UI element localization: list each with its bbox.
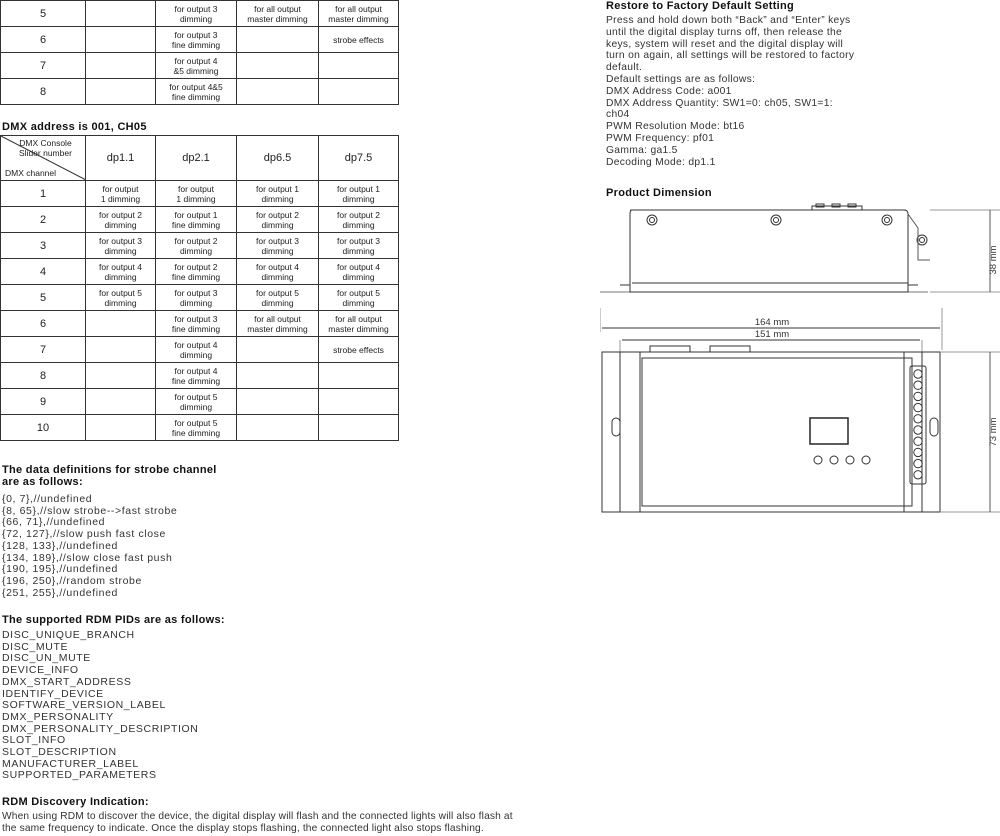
corner-slider-label: DMX Console Slider number: [19, 138, 72, 158]
function-cell: [86, 389, 156, 415]
rdm-pid-item: DISC_UN_MUTE: [2, 652, 91, 665]
function-cell: for all output master dimming: [319, 1, 399, 27]
channel-number-cell: 4: [1, 259, 86, 285]
table-row: [1, 337, 399, 363]
function-cell: [86, 415, 156, 441]
table-row: [1, 259, 399, 285]
rdm-pid-item: DISC_UNIQUE_BRANCH: [2, 629, 135, 641]
rdm-pid-item: IDENTIFY_DEVICE: [2, 687, 104, 700]
rdm-pid-item: SOFTWARE_VERSION_LABEL: [2, 699, 166, 712]
strobe-heading: [2, 464, 217, 488]
table-corner-cell: [1, 136, 86, 181]
function-cell: for output 3 fine dimming: [156, 27, 237, 53]
top-view: [602, 346, 1000, 512]
dmx-table-title: DMX address is 001, CH05: [2, 121, 147, 133]
function-cell: for output 4 dimming: [237, 259, 319, 285]
channel-number-cell: 2: [1, 207, 86, 233]
function-cell: for all output master dimming: [237, 1, 319, 27]
function-cell: for all output master dimming: [319, 311, 399, 337]
function-cell: [319, 389, 399, 415]
table-row: [1, 1, 399, 27]
strobe-definition-item: {8, 65},//slow strobe-->fast strobe: [2, 504, 178, 517]
function-cell: for output 2 fine dimming: [156, 259, 237, 285]
function-cell: for output 3 fine dimming: [156, 311, 237, 337]
function-cell: [86, 311, 156, 337]
dimension-heading: Product Dimension: [606, 187, 712, 199]
function-cell: [237, 53, 319, 79]
function-cell: [86, 53, 156, 79]
rdm-pid-item: DMX_START_ADDRESS: [2, 675, 132, 688]
function-cell: for output 4 dimming: [86, 259, 156, 285]
function-cell: [237, 363, 319, 389]
function-cell: [86, 79, 156, 105]
table-row: [1, 181, 399, 207]
channel-number-cell: 7: [1, 337, 86, 363]
restore-line: Press and hold down both “Back” and “Enter” keys: [606, 15, 851, 26]
function-cell: for output 2 dimming: [237, 207, 319, 233]
function-cell: for output 5 dimming: [319, 285, 399, 311]
function-cell: for output 3 dimming: [86, 233, 156, 259]
discovery-heading: RDM Discovery Indication:: [2, 796, 149, 808]
function-cell: [319, 53, 399, 79]
restore-line: Default settings are as follows:: [606, 73, 756, 85]
restore-line: DMX Address Code: a001: [606, 85, 732, 97]
function-cell: for output 1 fine dimming: [156, 207, 237, 233]
terminal-screw: [914, 426, 922, 434]
function-cell: [319, 79, 399, 105]
column-header: dp7.5: [319, 136, 399, 181]
channel-number-cell: 6: [1, 27, 86, 53]
function-cell: [237, 27, 319, 53]
channel-number-cell: 9: [1, 389, 86, 415]
restore-line: Decoding Mode: dp1.1: [606, 156, 716, 168]
function-cell: for output 2 dimming: [319, 207, 399, 233]
strobe-heading-line: The data definitions for strobe channel: [2, 464, 217, 476]
function-cell: for output 3 dimming: [319, 233, 399, 259]
function-cell: for output 4 fine dimming: [156, 363, 237, 389]
function-cell: for output 3 dimming: [156, 285, 237, 311]
function-cell: [237, 79, 319, 105]
discovery-paragraph: [2, 811, 513, 835]
restore-line: ch04: [606, 109, 630, 121]
function-cell: [237, 415, 319, 441]
table-row: [1, 27, 399, 53]
strobe-definition-item: {251, 255},//undefined: [2, 586, 118, 599]
dmx-table-continued: [0, 0, 399, 105]
function-cell: for output 5 fine dimming: [156, 415, 237, 441]
restore-line: default.: [606, 62, 643, 74]
restore-line: until the digital display turns off, then release the: [606, 26, 843, 38]
rdm-pid-item: MANUFACTURER_LABEL: [2, 757, 139, 770]
terminal-screw: [914, 459, 922, 467]
strobe-heading-line: are as follows:: [2, 476, 83, 488]
rdm-pid-item: DMX_PERSONALITY: [2, 710, 114, 723]
function-cell: for output 1 dimming: [237, 181, 319, 207]
table-row: [1, 207, 399, 233]
function-cell: for output 2 dimming: [86, 207, 156, 233]
column-header: dp2.1: [156, 136, 237, 181]
table-header-row: [1, 136, 399, 181]
function-cell: for output 2 dimming: [156, 233, 237, 259]
table-row: [1, 285, 399, 311]
dmx-channel-table: [0, 135, 399, 441]
restore-line: PWM Frequency: pf01: [606, 132, 715, 144]
terminal-screw: [914, 448, 922, 456]
function-cell: for all output master dimming: [237, 311, 319, 337]
height-label: 38 mm: [988, 245, 999, 275]
depth-label: 73 mm: [988, 417, 999, 447]
product-dimension-drawing: [600, 200, 1000, 520]
function-cell: [86, 1, 156, 27]
function-cell: for output 4 dimming: [319, 259, 399, 285]
rdm-pid-item: DISC_MUTE: [2, 640, 69, 653]
restore-line: keys, system will reset and the digital display will: [606, 38, 844, 50]
channel-number-cell: 8: [1, 363, 86, 389]
width-outer-label: 164 mm: [754, 317, 790, 328]
strobe-definition-item: {128, 133},//undefined: [2, 539, 118, 552]
terminal-screw: [914, 370, 922, 378]
strobe-definition-item: {134, 189},//slow close fast push: [2, 551, 173, 564]
function-cell: [237, 337, 319, 363]
strobe-definition-item: {72, 127},//slow push fast close: [2, 528, 166, 541]
corner-channel-label: DMX channel: [5, 168, 57, 178]
rdm-pid-item: SUPPORTED_PARAMETERS: [2, 769, 157, 782]
column-header: dp6.5: [237, 136, 319, 181]
restore-line: Gamma: ga1.5: [606, 144, 678, 156]
function-cell: for output 5 dimming: [156, 389, 237, 415]
function-cell: for output 3 dimming: [237, 233, 319, 259]
terminal-screw: [914, 403, 922, 411]
function-cell: [319, 415, 399, 441]
rdm-heading: The supported RDM PIDs are as follows:: [2, 614, 225, 626]
channel-number-cell: 10: [1, 415, 86, 441]
function-cell: for output 1 dimming: [86, 181, 156, 207]
function-cell: for output 5 dimming: [237, 285, 319, 311]
terminal-screw: [914, 437, 922, 445]
column-header: dp1.1: [86, 136, 156, 181]
function-cell: for output 4 dimming: [156, 337, 237, 363]
strobe-definition-item: {196, 250},//random strobe: [2, 574, 142, 587]
table-row: [1, 363, 399, 389]
channel-number-cell: 1: [1, 181, 86, 207]
function-cell: for output 1 dimming: [156, 181, 237, 207]
function-cell: for output 1 dimming: [319, 181, 399, 207]
strobe-definition-item: {0, 7},//undefined: [2, 493, 93, 505]
strobe-definition-item: {66, 71},//undefined: [2, 516, 106, 529]
restore-line: turn on again, all settings will be restored to factory: [606, 50, 855, 62]
width-inner-label: 151 mm: [754, 329, 790, 340]
function-cell: [86, 363, 156, 389]
restore-line: DMX Address Quantity: SW1=0: ch05, SW1=1:: [606, 97, 833, 109]
table-row: [1, 415, 399, 441]
function-cell: for output 3 dimming: [156, 1, 237, 27]
function-cell: for output 4 &5 dimming: [156, 53, 237, 79]
terminal-screw: [914, 471, 922, 479]
rdm-pid-item: DMX_PERSONALITY_DESCRIPTION: [2, 722, 199, 735]
restore-paragraph: [606, 15, 854, 168]
channel-number-cell: 5: [1, 1, 86, 27]
table-row: [1, 389, 399, 415]
channel-number-cell: 8: [1, 79, 86, 105]
channel-number-cell: 7: [1, 53, 86, 79]
function-cell: [86, 27, 156, 53]
restore-heading: Restore to Factory Default Setting: [606, 0, 795, 12]
rdm-pid-list: [2, 630, 199, 782]
channel-number-cell: 5: [1, 285, 86, 311]
discovery-line: When using RDM to discover the device, the digital display will flash and the connected lights will also flash at: [2, 811, 513, 822]
terminal-screw: [914, 392, 922, 400]
rdm-pid-item: DEVICE_INFO: [2, 664, 79, 677]
function-cell: strobe effects: [319, 27, 399, 53]
restore-line: PWM Resolution Mode: bt16: [606, 121, 745, 133]
discovery-line: the same frequency to indicate. Once the display stops flashing, the connected light also stops flashing.: [2, 822, 484, 834]
function-cell: for output 5 dimming: [86, 285, 156, 311]
channel-number-cell: 3: [1, 233, 86, 259]
table-row: [1, 79, 399, 105]
side-view: [600, 204, 1000, 292]
channel-number-cell: 6: [1, 311, 86, 337]
function-cell: [319, 363, 399, 389]
rdm-pid-item: SLOT_DESCRIPTION: [2, 746, 117, 759]
terminal-screw: [914, 415, 922, 423]
table-row: [1, 311, 399, 337]
rdm-pid-item: SLOT_INFO: [2, 734, 66, 747]
function-cell: strobe effects: [319, 337, 399, 363]
strobe-definition-item: {190, 195},//undefined: [2, 563, 118, 576]
function-cell: [86, 337, 156, 363]
function-cell: for output 4&5 fine dimming: [156, 79, 237, 105]
strobe-definition-list: [2, 494, 177, 599]
table-row: [1, 53, 399, 79]
function-cell: [237, 389, 319, 415]
terminal-screw: [914, 381, 922, 389]
table-row: [1, 233, 399, 259]
